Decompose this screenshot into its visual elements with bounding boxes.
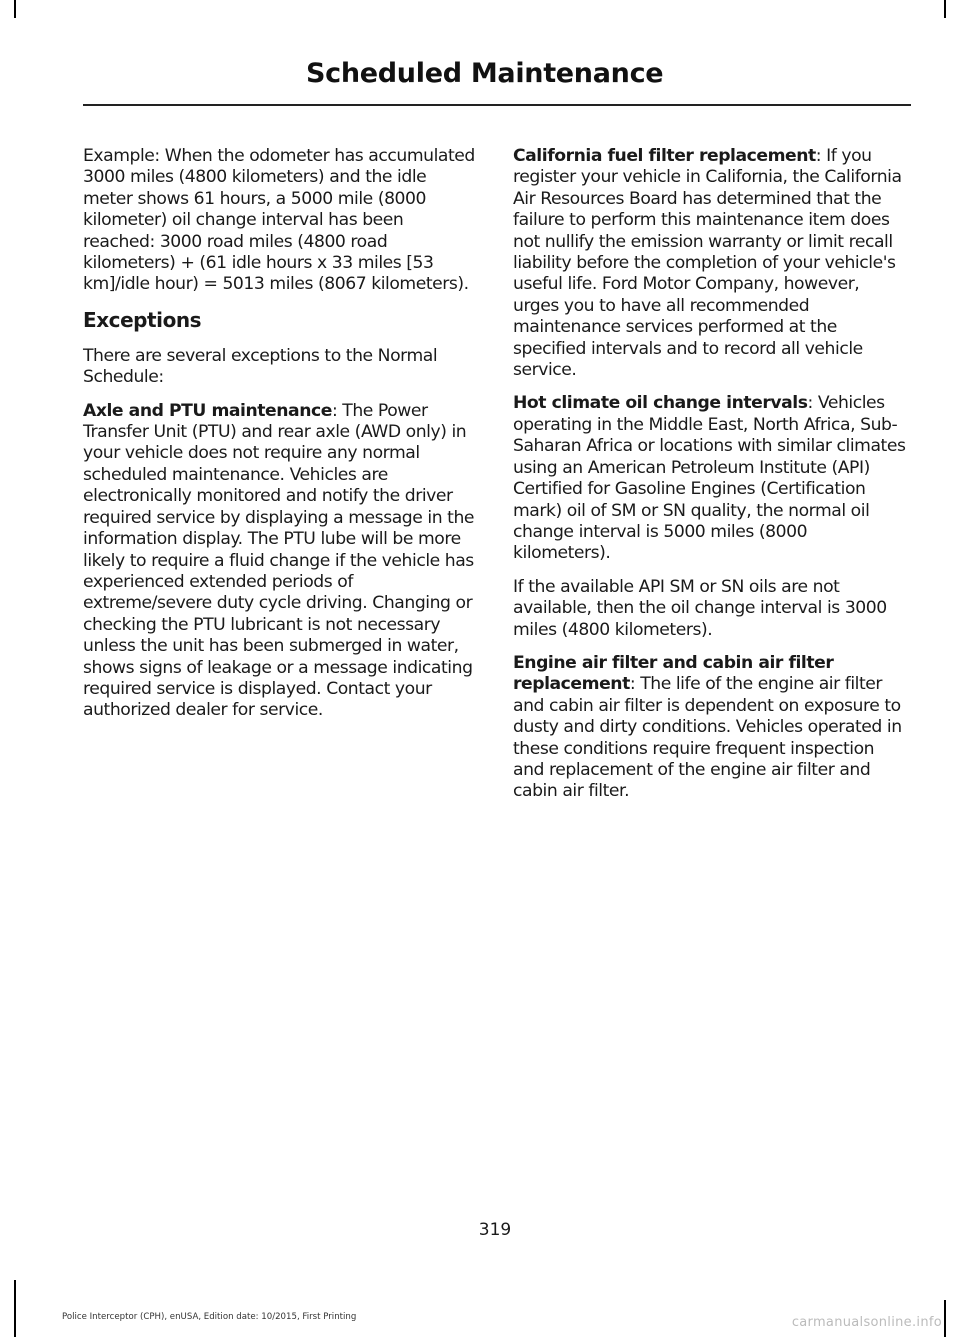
california-paragraph: [513, 146, 908, 381]
right-column: [513, 146, 908, 815]
exceptions-intro: There are several exceptions to the Normal Schedule:: [83, 345, 438, 388]
axle-ptu-title: Axle and PTU maintenance: [83, 400, 332, 421]
hot-climate-title: Hot climate oil change intervals: [513, 393, 808, 414]
air-filter-paragraph: [513, 653, 908, 803]
crop-mark-bottom-right-v: [944, 1300, 946, 1337]
header-rule: [83, 104, 911, 106]
example-paragraph: Example: When the odometer has accumulated 3000 miles (4800 kilometers) and the idle meter shows 61 hours, a 5000 mile (8000 kilometer) oil change interval has been reached: 3000 road miles (4800 road kilometers) + (61 idle hours x 33 miles [53 km]/idle hour) = 5013 miles (8067 kilometers).: [83, 146, 475, 295]
watermark: carmanualsonline.info: [791, 1315, 942, 1330]
axle-ptu-paragraph: [83, 401, 478, 722]
section-heading: Exceptions: [83, 307, 202, 332]
crop-mark-bottom-left-v: [14, 1280, 16, 1337]
air-filter-title: Engine air filter and cabin air filter replacement: [513, 652, 834, 695]
hot-climate-paragraph: [513, 393, 908, 564]
air-filter-text: : The life of the engine air filter and cabin air filter is dependent on exposure to dusty and dirty conditions. Vehicles operated in these conditions require frequent inspection and replacement of the engine air filter and cabin air filter.: [513, 674, 902, 802]
api-oil-paragraph: If the available API SM or SN oils are not available, then the oil change interval is 3000 miles (4800 kilometers).: [513, 576, 887, 640]
crop-mark-top-left-v: [14, 0, 16, 18]
crop-mark-top-right-v: [944, 0, 946, 18]
california-title: California fuel filter replacement: [513, 146, 816, 166]
axle-ptu-text: : The Power Transfer Unit (PTU) and rear axle (AWD only) in your vehicle does not require any normal scheduled maintenance. Vehicles are electronically monitored and notify the driver required service by displaying a message in the information display. The PTU lube will be more likely to require a fluid change if the vehicle has experienced extended periods of extreme/severe duty cycle driving. Changing or checking the PTU lubricant is not necessary unless the unit has been submerged in water, shows signs of leakage or a message indicating required service is displayed. Contact your authorized dealer for service.: [83, 400, 475, 721]
page-number: 319: [478, 1220, 512, 1240]
footer-edition: Police Interceptor (CPH), enUSA, Edition date: 10/2015, First Printing: [62, 1312, 357, 1322]
california-text: : If you register your vehicle in California, the California Air Resources Board has determined that the failure to perform this maintenance item does not nullify the emission warranty or limit recall liability before the completion of your vehicle's useful life. Ford Motor Company, however, urges you to have all recommended maintenance services performed at the specified intervals and to record all vehicle service.: [513, 146, 902, 381]
left-column: [83, 146, 478, 734]
page-title: Scheduled Maintenance: [306, 58, 664, 89]
hot-climate-text: : Vehicles operating in the Middle East, North Africa, Sub-Saharan Africa or locations with similar climates using an American Petroleum Institute (API) Certified for Gasoline Engines (Certification mark) oil of SM or SN quality, the normal oil change interval is 5000 miles (8000 kilometers).: [513, 393, 906, 564]
